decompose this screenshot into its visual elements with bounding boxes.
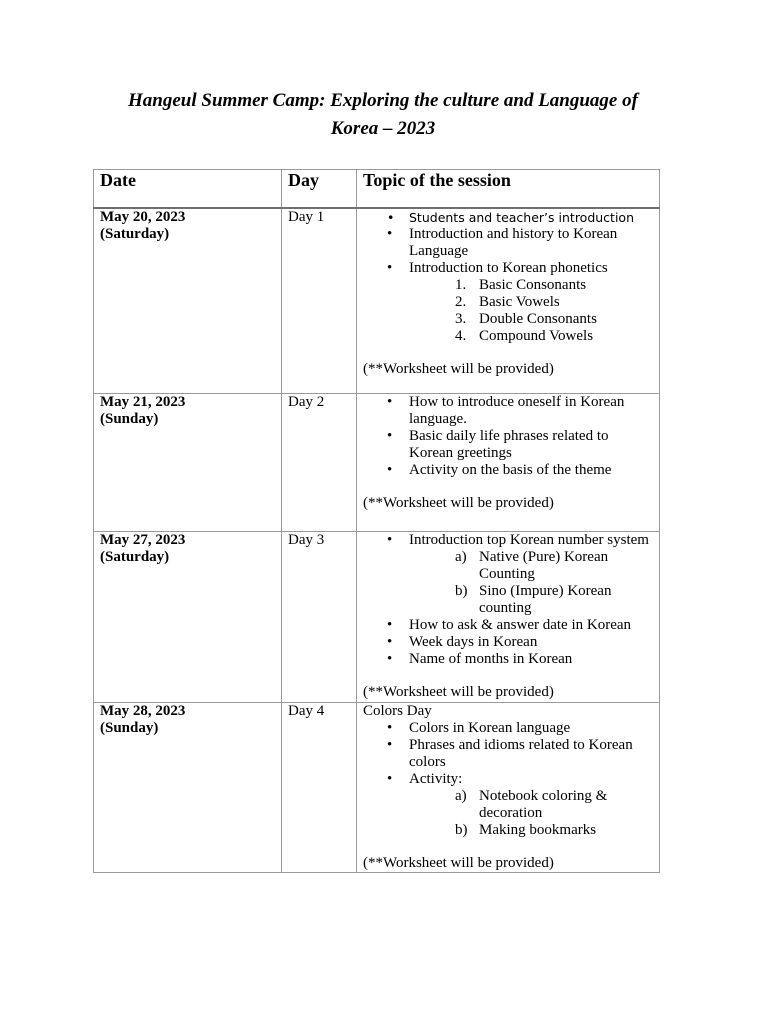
list-item: • How to ask & answer date in Korean [409,617,653,634]
session-date: May 28, 2023 [100,703,186,719]
table-header-row [94,170,660,209]
day-cell: Day 1 [282,208,357,394]
list-item [409,771,653,839]
session-weekday: (Saturday) [100,226,170,242]
date-cell [94,703,282,873]
sub-list-text: Compound Vowels [479,328,594,344]
sub-list-text: Double Consonants [479,311,597,327]
list-item: • Colors in Korean language [409,720,653,737]
list-item: • Name of months in Korean [409,651,653,668]
sub-list-marker: b) [455,583,468,599]
session-date: May 21, 2023 [100,394,186,410]
topic-cell [357,208,660,394]
topic-list [363,720,653,839]
topic-list [363,532,653,668]
worksheet-note: (**Worksheet will be provided) [363,855,554,871]
topic-cell [357,394,660,532]
date-cell [94,532,282,703]
document-title [93,87,673,143]
list-item: • Week days in Korean [409,634,653,651]
list-item-text: • Introduction top Korean number system [409,532,649,548]
header-date: Date [94,170,282,209]
date-cell [94,394,282,532]
sub-list-item [455,788,653,822]
header-topic: Topic of the session [357,170,660,209]
day-cell: Day 2 [282,394,357,532]
header-day: Day [282,170,357,209]
worksheet-note: (**Worksheet will be provided) [363,684,554,700]
topic-list [363,394,653,479]
title-line-1: Hangeul Summer Camp: Exploring the culture and Language of [128,90,638,111]
list-item: • Introduction and history to Korean Language [409,226,653,260]
table-row [94,703,660,873]
table-row [94,394,660,532]
list-item [409,532,653,617]
list-item: • Phrases and idioms related to Korean colors [409,737,653,771]
sub-list-item [455,822,653,839]
sub-list-marker: a) [455,788,467,804]
sub-list-marker: 2. [455,294,467,310]
list-item: • Basic daily life phrases related to Korean greetings [409,428,653,462]
sub-list-item [455,311,653,328]
session-weekday: (Sunday) [100,720,159,736]
topic-cell [357,703,660,873]
list-item: • How to introduce oneself in Korean language. [409,394,653,428]
worksheet-note: (**Worksheet will be provided) [363,495,554,511]
sub-list-item [455,294,653,311]
sub-list-item [455,549,653,583]
session-date: May 27, 2023 [100,532,186,548]
title-line-2: Korea – 2023 [330,118,436,139]
sub-list [409,277,653,345]
list-item: • Students and teacher’s introduction [409,209,653,226]
sub-list-marker: 4. [455,328,467,344]
topic-list [363,209,653,345]
topic-cell [357,532,660,703]
day-cell: Day 3 [282,532,357,703]
list-item: • Activity on the basis of the theme [409,462,653,479]
session-date: May 20, 2023 [100,209,186,225]
day-cell: Day 4 [282,703,357,873]
date-cell [94,208,282,394]
sub-list-item [455,328,653,345]
sub-list-text: Making bookmarks [479,822,597,838]
sub-list-marker: b) [455,822,468,838]
sub-list-text: Notebook coloring & decoration [479,788,608,821]
sub-list-marker: 1. [455,277,467,293]
sub-list-text: Native (Pure) Korean Counting [479,549,609,582]
sub-list-text: Sino (Impure) Korean counting [479,583,612,616]
topic-intro: Colors Day [363,703,432,719]
schedule-table [93,169,660,873]
sub-list-text: Basic Consonants [479,277,587,293]
sub-list-item [455,583,653,617]
worksheet-note: (**Worksheet will be provided) [363,361,554,377]
sub-list [409,549,653,617]
list-item-text: • Introduction to Korean phonetics [409,260,608,276]
list-item-text: • Activity: [409,771,463,787]
list-item [409,260,653,345]
session-weekday: (Saturday) [100,549,170,565]
sub-list-marker: a) [455,549,467,565]
sub-list-text: Basic Vowels [479,294,560,310]
sub-list [409,788,653,839]
table-row [94,532,660,703]
table-row [94,208,660,394]
sub-list-item [455,277,653,294]
sub-list-marker: 3. [455,311,467,327]
session-weekday: (Sunday) [100,411,159,427]
